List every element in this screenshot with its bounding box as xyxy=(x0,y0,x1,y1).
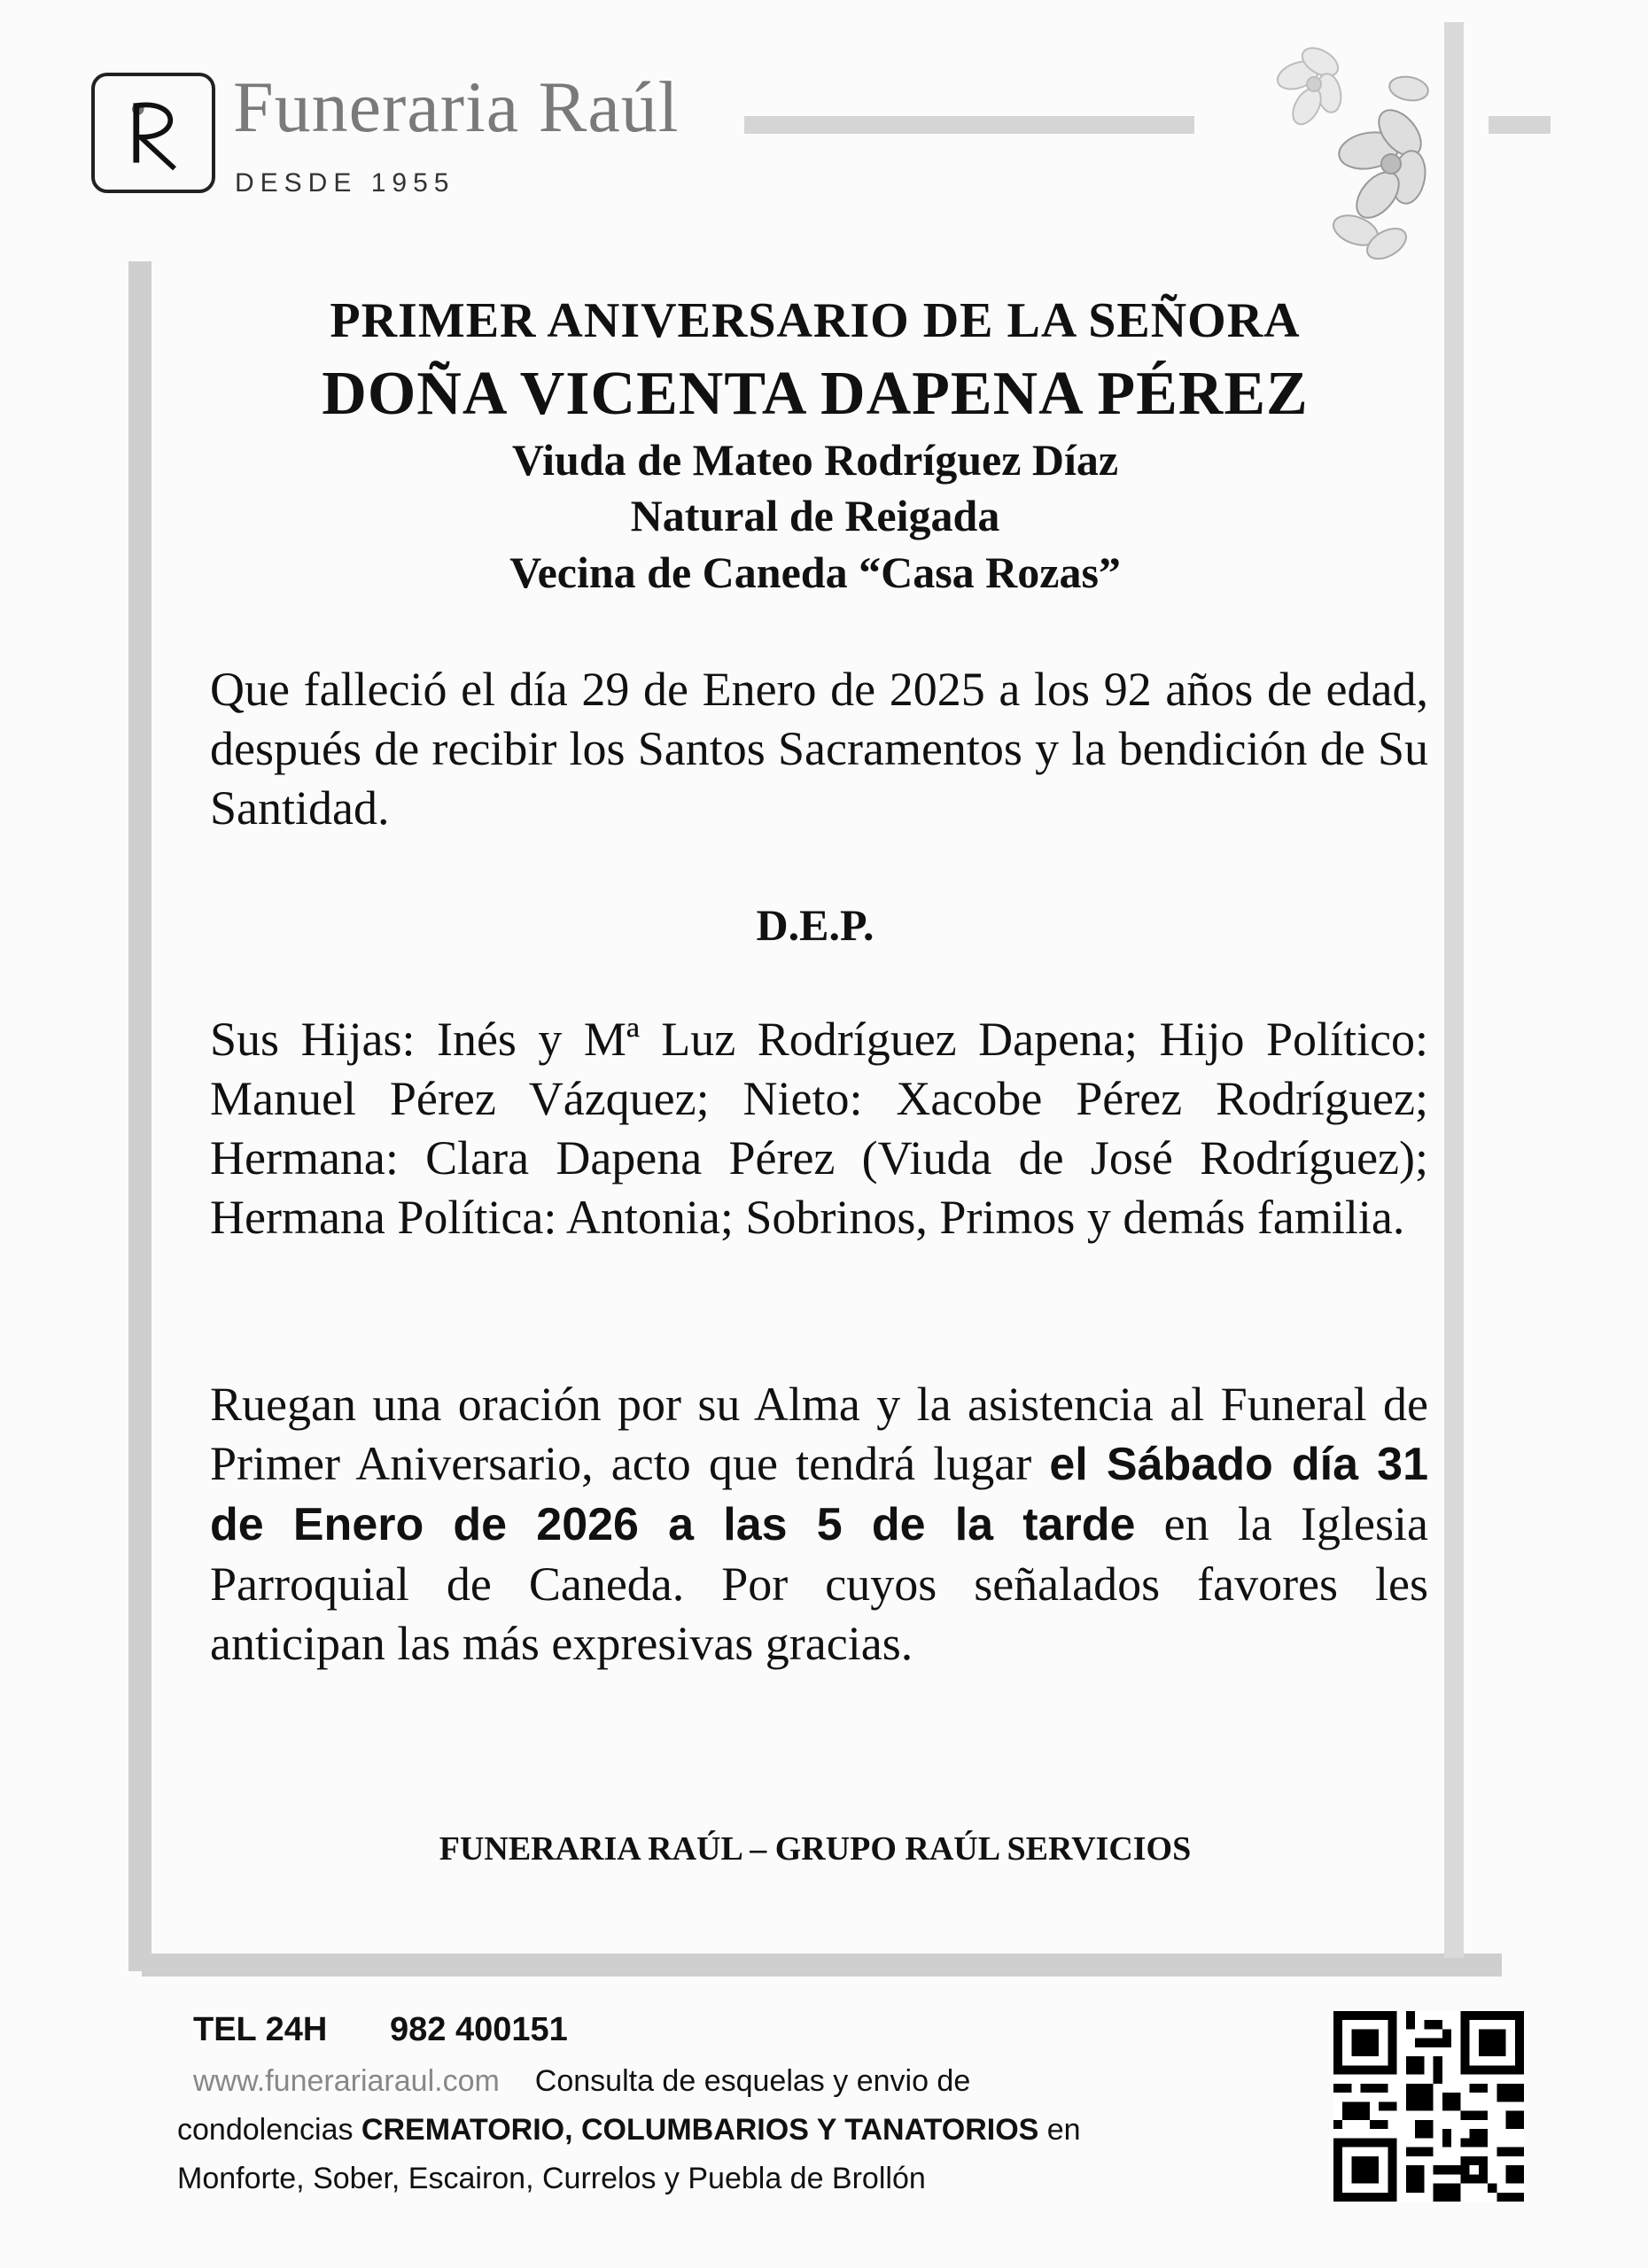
line3-prefix: condolencias xyxy=(177,2113,361,2147)
logo-mark xyxy=(91,73,215,193)
native-of: Natural de Reigada xyxy=(630,491,1000,540)
line3-services: CREMATORIO, COLUMBARIOS Y TANATORIOS xyxy=(361,2113,1039,2147)
frame-bottom-border xyxy=(142,1953,1502,1977)
family-paragraph: Sus Hijas: Inés y Mª Luz Rodríguez Dapena; Hijo Político: Manuel Pérez Vázquez; Nieto: Xacobe Pérez Rodríguez; Hermana: Clara Dapena Pérez (Viuda de José Rodríguez); Hermana Política: Antonia; Sobrinos, Primos y demás familia. xyxy=(210,1013,1428,1244)
deceased-name: DOÑA VICENTA DAPENA PÉREZ xyxy=(322,360,1309,428)
dep-text: D.E.P. xyxy=(756,900,875,950)
contact-line-3 xyxy=(177,2113,1081,2148)
contact-line-4: Monforte, Sober, Escairon, Currelos y Puebla de Brollón xyxy=(177,2162,926,2195)
letter-r-logo-icon xyxy=(111,90,196,175)
header-rule-right xyxy=(1489,116,1551,134)
service-date: el Sábado día 31 de Enero de 2026 a las 5 de la tarde xyxy=(210,1439,1428,1550)
brand-since: DESDE 1955 xyxy=(235,168,455,198)
contact-line-2 xyxy=(193,2064,970,2099)
signature: FUNERARIA RAÚL – GRUPO RAÚL SERVICIOS xyxy=(439,1830,1192,1868)
service-intro: Ruegan una oración por su Alma y la asistencia al Funeral de Primer Aniversario, acto que tendrá lugar xyxy=(210,1378,1428,1490)
tel-label: TEL 24H xyxy=(193,2011,328,2048)
resident-of: Vecina de Caneda “Casa Rozas” xyxy=(509,548,1121,597)
website-link[interactable]: www.funerariaraul.com xyxy=(193,2064,500,2098)
contact-line-2-text: Consulta de esquelas y envio de xyxy=(534,2064,971,2098)
frame-left-border xyxy=(128,261,152,1971)
notice-heading: PRIMER ANIVERSARIO DE LA SEÑORA xyxy=(330,293,1301,348)
header-rule xyxy=(744,116,1194,134)
death-paragraph: Que falleció el día 29 de Enero de 2025 a los 92 años de edad, después de recibir los Santos Sacramentos y la bendición de Su Santidad. xyxy=(210,663,1428,835)
service-paragraph xyxy=(210,1375,1428,1674)
widow-of: Viuda de Mateo Rodríguez Díaz xyxy=(511,435,1119,485)
qr-code-icon[interactable] xyxy=(1333,2011,1524,2202)
service-outro: en la Iglesia Parroquial de Caneda. Por cuyos señalados favores les anticipan las más expresivas gracias. xyxy=(210,1497,1428,1670)
brand-name: Funeraria Raúl xyxy=(233,66,680,147)
line3-suffix: en xyxy=(1038,2113,1081,2147)
flowers-decoration-icon xyxy=(1214,35,1453,266)
phone-number[interactable]: 982 400151 xyxy=(390,2011,568,2048)
